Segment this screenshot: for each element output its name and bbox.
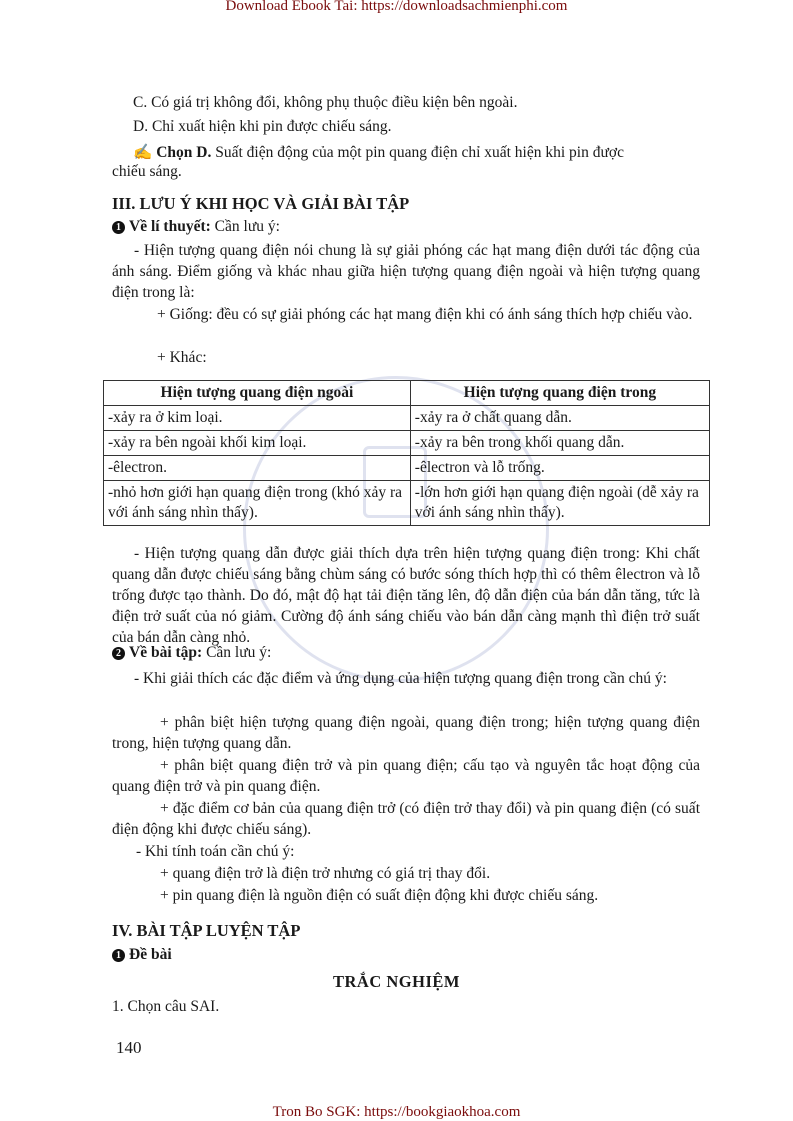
exercise-paragraph-2: + phân biệt hiện tượng quang điện ngoài, quang điện trong; hiện tượng quang điện trong, hiện tượng quang dẫn. [112,714,700,752]
bullet-icon: 2 [112,647,125,660]
section4-sub: 1 Đề bài [112,946,172,964]
table-row [104,406,710,431]
table-row [104,431,710,456]
option-c: C. Có giá trị không đổi, không phụ thuộc điều kiện bên ngoài. [133,94,518,111]
question-1: 1. Chọn câu SAI. [112,998,220,1015]
exercise-heading: 2 Về bài tập: Cần lưu ý: [112,644,271,662]
table-cell: -êlectron và lỗ trống. [410,456,709,481]
download-header-link[interactable]: Download Ebook Tai: https://downloadsachmienphi.com [225,0,568,14]
exercise-paragraph-3: + phân biệt quang điện trở và pin quang điện; cấu tạo và nguyên tắc hoạt động của quang điện trở và pin quang điện. [112,757,700,795]
table-cell: -xảy ra bên ngoài khối kim loại. [104,431,411,456]
comparison-table [103,380,710,526]
theory-same: + Giống: đều có sự giải phóng các hạt mang điện khi có ánh sáng thích hợp chiếu vào. [157,306,693,323]
table-header-external: Hiện tượng quang điện ngoài [104,381,411,406]
table-cell: -êlectron. [104,456,411,481]
table-row [104,481,710,526]
exercise-paragraph-7: + pin quang điện là nguồn điện có suất điện động khi được chiếu sáng. [160,887,599,904]
answer-text: Suất điện động của một pin quang điện chỉ xuất hiện khi pin được [215,144,624,161]
exercise-paragraph-1: - Khi giải thích các đặc điểm và ứng dụng của hiện tượng quang điện trong cần chú ý: [134,670,667,687]
bullet-icon: 1 [112,221,125,234]
quiz-heading: TRẮC NGHIỆM [333,972,460,991]
table-cell: -xảy ra bên trong khối quang dẫn. [410,431,709,456]
pencil-icon: ✍ [133,144,153,161]
answer-line [133,143,624,162]
theory-paragraph-1: - Hiện tượng quang điện nói chung là sự giải phóng các hạt mang điện dưới tác động của ánh sáng. Điểm giống và khác nhau giữa hiện tượng quang điện ngoài và hiện tượng quang điện trong là: [112,242,700,301]
table-cell: -lớn hơn giới hạn quang điện ngoài (dễ xảy ra với ánh sáng nhìn thấy). [410,481,709,526]
exercise-paragraph-4: + đặc điểm cơ bản của quang điện trở (có điện trở thay đổi) và pin quang điện (có suất điện động khi được chiếu sáng). [112,800,700,838]
page-number: 140 [116,1038,142,1057]
option-d: D. Chỉ xuất hiện khi pin được chiếu sáng. [133,118,392,135]
section4-title: IV. BÀI TẬP LUYỆN TẬP [112,921,301,940]
theory-diff: + Khác: [157,349,207,366]
theory-heading: 1 Về lí thuyết: Cần lưu ý: [112,218,280,236]
footer-link[interactable]: Tron Bo SGK: https://bookgiaokhoa.com [272,1104,521,1120]
table-cell: -xảy ra ở kim loại. [104,406,411,431]
exercise-paragraph-6: + quang điện trở là điện trở nhưng có giá trị thay đổi. [160,865,491,882]
bullet-icon: 1 [112,949,125,962]
table-row [104,456,710,481]
table-cell: -xảy ra ở chất quang dẫn. [410,406,709,431]
answer-text-cont: chiếu sáng. [112,163,182,180]
table-cell: -nhỏ hơn giới hạn quang điện trong (khó xảy ra với ánh sáng nhìn thấy). [104,481,411,526]
table-header-internal: Hiện tượng quang điện trong [410,381,709,406]
section3-title: III. LƯU Ý KHI HỌC VÀ GIẢI BÀI TẬP [112,194,410,213]
table-header-row [104,381,710,406]
answer-label: Chọn D. [156,144,212,161]
theory-paragraph-2: - Hiện tượng quang dẫn được giải thích dựa trên hiện tượng quang điện trong: Khi chất quang dẫn được chiếu sáng bằng chùm sáng có bước sóng thích hợp thì có thêm êlectron và lỗ trống được tạo thành. Do đó, mật độ hạt tải điện tăng lên, độ dẫn điện của bán dẫn tăng, tức là điện trở suất của nó giảm. Cường độ ánh sáng chiếu vào bán dẫn càng mạnh thì điện trở suất của bán dẫn càng nhỏ. [112,545,700,646]
exercise-paragraph-5: - Khi tính toán cần chú ý: [136,843,295,860]
